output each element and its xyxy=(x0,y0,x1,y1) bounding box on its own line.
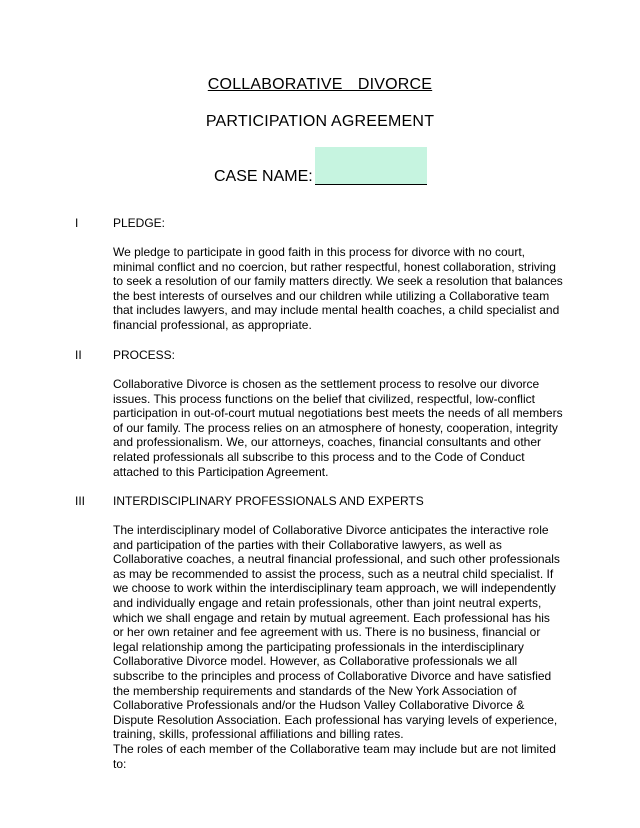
process-paragraph: Collaborative Divorce is chosen as the settlement process to resolve our divorce issues. This process functions on the belief that civilized, respectful, low-conflict participation in out-of-court mutual negotiations best meets the needs of all members of our family. The process relies on an atmosphere of honesty, cooperation, integrity and professionalism. We, our attorneys, coaches, financial consultants and other related professionals all subscribe to this process and to the Code of Conduct attached to this Participation Agreement. xyxy=(113,377,563,479)
pledge-paragraph: We pledge to participate in good faith in this process for divorce with no court, minimal conflict and no coercion, but rather respectful, honest collaboration, striving to seek a resolution of our family matters directly. We seek a resolution that balances the best interests of ourselves and our children while utilizing a Collaborative team that includes lawyers, and may include mental health coaches, a child specialist and financial professional, as appropriate. xyxy=(113,245,563,332)
section-number-2: II xyxy=(75,348,82,362)
section-number-1: I xyxy=(75,216,79,230)
section-heading-process: PROCESS: xyxy=(113,348,176,362)
section-heading-pledge: PLEDGE: xyxy=(113,216,166,230)
case-name-label: CASE NAME: xyxy=(214,168,313,185)
team-roles-paragraph: The roles of each member of the Collaborative team may include but are not limited to: xyxy=(113,742,556,771)
section-heading-professionals: INTERDISCIPLINARY PROFESSIONALS AND EXPERTS xyxy=(113,494,424,508)
case-name-field[interactable] xyxy=(315,147,427,185)
section-number-3: III xyxy=(75,494,86,508)
document-title: COLLABORATIVE DIVORCE xyxy=(207,76,433,93)
professionals-paragraph: The interdisciplinary model of Collaborative Divorce anticipates the interactive role and participation of the parties with their Collaborative lawyers, as well as Collaborative coaches, a neutral financial professional, and such other professionals as may be recommended to assist the process, such as a neutral child specialist. If we choose to work within the interdisciplinary team approach, we will independently and individually engage and retain professionals, other than joint neutral experts, which we shall engage and retain by mutual agreement. Each professional has his or her own retainer and fee agreement with us. There is no business, financial or legal relationship among the participating professionals in the interdisciplinary Collaborative Divorce model. However, as Collaborative professionals we all subscribe to the principles and process of Collaborative Divorce and have satisfied the membership requirements and standards of the New York Association of Collaborative Professionals and/or the Hudson Valley Collaborative Divorce & Dispute Resolution Association. Each professional has varying levels of experience, training, skills, professional affiliations and billing rates. xyxy=(113,523,560,742)
document-subtitle: PARTICIPATION AGREEMENT xyxy=(205,113,435,130)
